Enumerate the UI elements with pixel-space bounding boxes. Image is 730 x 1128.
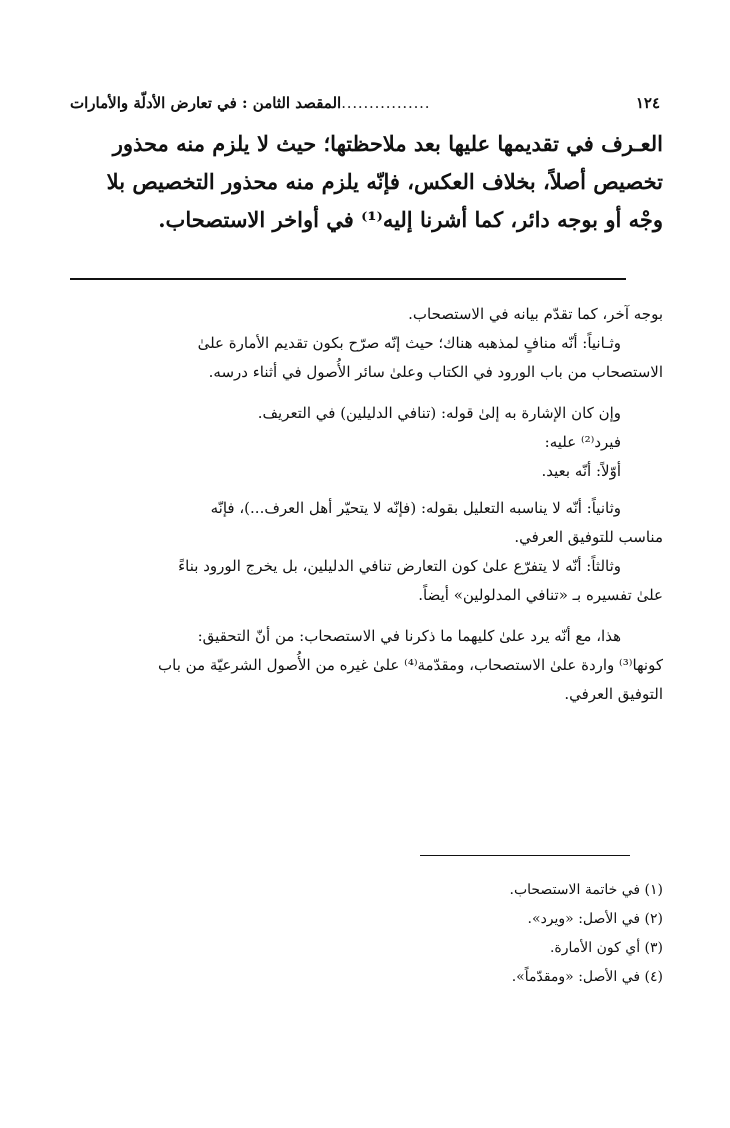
running-header: [70, 92, 660, 114]
section-divider: [70, 278, 626, 280]
paragraph-8-line-3: التوفيق العرفي.: [564, 685, 663, 703]
paragraph-7-line-1: وثالثاً: أنّه لا يتفرّع علىٰ كون التعارض تنافي الدليلين، بل يخرج الورود بناءً: [178, 557, 621, 575]
main-line-1: العـرف في تقديمها عليها بعد ملاحظتها؛ حيث لا يلزم منه محذور: [112, 131, 663, 156]
main-line-3: وجْه أو بوجه دائر، كما أشرنا إليه⁽¹⁾ في أواخر الاستصحاب.: [158, 207, 663, 232]
paragraph-8-line-2: كونها⁽³⁾ واردة علىٰ الاستصحاب، ومقدّمة⁽⁴⁾ علىٰ غيره من الأُصول الشرعيّة من باب: [158, 656, 663, 674]
paragraph-8-line-1: هذا، مع أنّه يرد علىٰ كليهما ما ذكرنا في الاستصحاب: من أنّ التحقيق:: [197, 627, 621, 645]
paragraph-6-line-1: وثانياً: أنّه لا يناسبه التعليل بقوله: (فإنّه لا يتحيّر أهل العرف...)، فإنّه: [210, 499, 621, 517]
main-text-block: [67, 125, 663, 239]
footnote-3: (٣) أي كون الأمارة.: [549, 940, 663, 956]
paragraph-4: فيرد⁽²⁾ عليه:: [544, 433, 621, 451]
page-number: ١٢٤: [635, 94, 660, 112]
paragraph-2-line-1: وثـانياً: أنّه منافٍ لمذهبه هناك؛ حيث إنّه صرّح بكون تقديم الأمارة علىٰ: [197, 334, 621, 352]
commentary-block: [67, 300, 663, 709]
paragraph-3: وإن كان الإشارة به إلىٰ قوله: (تنافي الدليلين) في التعريف.: [257, 404, 621, 422]
header-title: المقصد الثامن : في تعارض الأدلّة والأمارات: [70, 94, 342, 112]
header-leader-dots: ................: [341, 94, 431, 112]
paragraph-6-line-2: مناسب للتوفيق العرفي.: [514, 528, 663, 546]
footnote-divider: [420, 855, 630, 856]
main-line-2: تخصيص أصلاً، بخلاف العكس، فإنّه يلزم منه محذور التخصيص بلا: [106, 169, 663, 194]
paragraph-7-line-2: علىٰ تفسيره بـ «تنافي المدلولين» أيضاً.: [418, 586, 663, 604]
footnote-2: (٢) في الأصل: «ويرد».: [527, 911, 663, 927]
paragraph-5: أوّلاً: أنّه بعيد.: [541, 462, 621, 480]
paragraph-2-line-2: الاستصحاب من باب الورود في الكتاب وعلىٰ سائر الأُصول في أثناء درسه.: [208, 363, 663, 381]
footnote-4: (٤) في الأصل: «ومقدّماً».: [511, 969, 663, 985]
header-title-group: [70, 94, 430, 112]
footnotes: [67, 876, 663, 992]
paragraph-1: بوجه آخر، كما تقدّم بيانه في الاستصحاب.: [408, 305, 663, 323]
footnote-1: (١) في خاتمة الاستصحاب.: [509, 882, 663, 898]
